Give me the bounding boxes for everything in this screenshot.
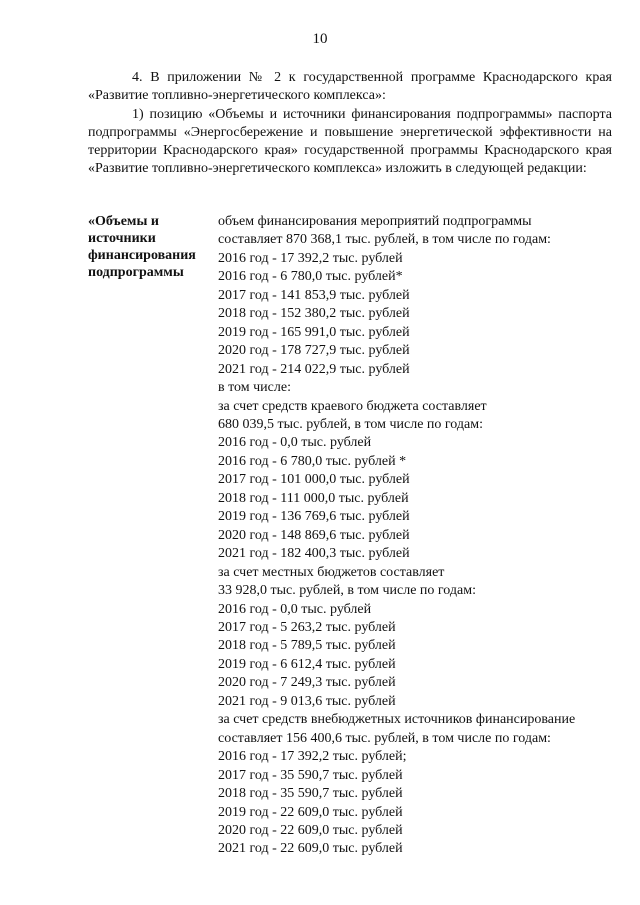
financing-line: 2021 год - 22 609,0 тыс. рублей (218, 841, 403, 857)
financing-line: 2017 год - 35 590,7 тыс. рублей (218, 767, 403, 783)
financing-line: 2018 год - 111 000,0 тыс. рублей (218, 490, 409, 506)
position-label-line: финансирования (88, 248, 196, 263)
financing-line: 2018 год - 152 380,2 тыс. рублей (218, 306, 410, 322)
financing-line: 2019 год - 136 769,6 тыс. рублей (218, 509, 410, 525)
position-label (88, 213, 210, 281)
financing-line: 2017 год - 5 263,2 тыс. рублей (218, 619, 396, 635)
page-number: 10 (312, 31, 328, 47)
position-label-line: подпрограммы (88, 265, 184, 280)
financing-line: 2017 год - 141 853,9 тыс. рублей (218, 287, 410, 303)
financing-line: 2021 год - 9 013,6 тыс. рублей (218, 693, 396, 709)
paragraph-item-4: 4. В приложении № 2 к государственной программе Краснодарского края «Развитие топливно-энергетического комплекса»: (88, 70, 612, 103)
financing-line: 2019 год - 22 609,0 тыс. рублей (218, 804, 403, 820)
financing-details (218, 213, 618, 859)
financing-line: 2020 год - 178 727,9 тыс. рублей (218, 343, 410, 359)
financing-line: 680 039,5 тыс. рублей, в том числе по годам: (218, 416, 483, 432)
position-label-line: источники (88, 231, 156, 246)
financing-line: 2016 год - 0,0 тыс. рублей (218, 435, 372, 451)
financing-line: 2017 год - 101 000,0 тыс. рублей (218, 472, 410, 488)
financing-line: за счет средств краевого бюджета составляет (218, 398, 487, 414)
financing-line: за счет местных бюджетов составляет (218, 564, 445, 580)
financing-line: в том числе: (218, 380, 291, 396)
financing-line: 2020 год - 22 609,0 тыс. рублей (218, 822, 403, 838)
financing-line: 2016 год - 17 392,2 тыс. рублей (218, 250, 403, 266)
intro-text (88, 69, 612, 178)
financing-line: 2016 год - 0,0 тыс. рублей (218, 601, 372, 617)
financing-line: 2021 год - 214 022,9 тыс. рублей (218, 361, 410, 377)
financing-line: 2016 год - 6 780,0 тыс. рублей * (218, 453, 407, 469)
financing-line: 2016 год - 17 392,2 тыс. рублей; (218, 749, 407, 765)
financing-line: 2020 год - 148 869,6 тыс. рублей (218, 527, 410, 543)
financing-line: 2020 год - 7 249,3 тыс. рублей (218, 675, 396, 691)
financing-line: 2019 год - 6 612,4 тыс. рублей (218, 656, 396, 672)
financing-line: 2019 год - 165 991,0 тыс. рублей (218, 324, 410, 340)
financing-line: 2018 год - 5 789,5 тыс. рублей (218, 638, 396, 654)
financing-line: 2016 год - 6 780,0 тыс. рублей* (218, 269, 403, 285)
financing-line: 2021 год - 182 400,3 тыс. рублей (218, 546, 410, 562)
financing-line: 33 928,0 тыс. рублей, в том числе по годам: (218, 583, 476, 599)
financing-line: составляет 870 368,1 тыс. рублей, в том числе по годам: (218, 232, 551, 248)
paragraph-item-1: 1) позицию «Объемы и источники финансирования подпрограммы» паспорта подпрограммы «Энергосбережение и повышение энергетической эффективности на территории Краснодарского края» государственной программы Краснодарского края «Развитие топливно-энергетического комплекса» изложить в следующей редакции: (88, 107, 612, 176)
position-label-line: «Объемы и (88, 214, 159, 229)
financing-line: за счет средств внебюджетных источников финансирование (218, 712, 576, 728)
financing-line: составляет 156 400,6 тыс. рублей, в том числе по годам: (218, 730, 551, 746)
financing-line: объем финансирования мероприятий подпрограммы (218, 214, 532, 229)
financing-line: 2018 год - 35 590,7 тыс. рублей (218, 786, 403, 802)
